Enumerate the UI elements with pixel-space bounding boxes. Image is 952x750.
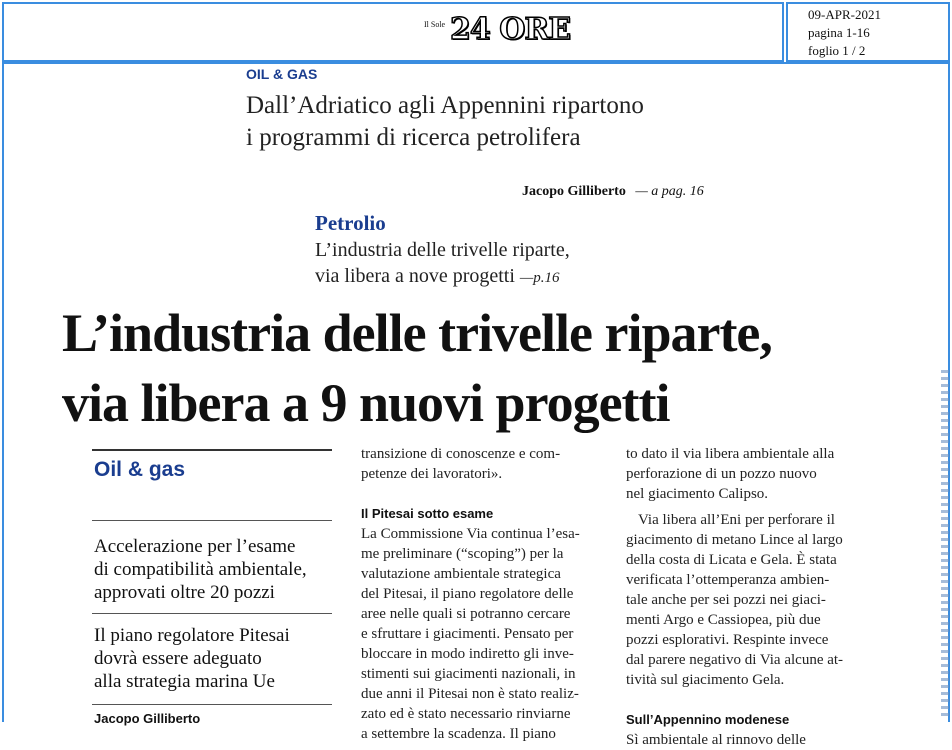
mid-brief-kicker: Petrolio <box>315 211 386 235</box>
col2-intro-line: transizione di conoscenze e com- <box>361 446 561 462</box>
sidebar-deck2 <box>94 624 290 693</box>
col3-line: tività sul giacimento Gela. <box>626 672 785 688</box>
col3-line: Via libera all’Eni per perforare il <box>638 512 835 528</box>
top-brief-ref: — a pag. 16 <box>635 184 704 199</box>
sidebar-deck1 <box>94 535 307 604</box>
top-brief-kicker: OIL & GAS <box>246 66 318 82</box>
col2-line: due anni il Pitesai non è stato realiz- <box>361 686 579 702</box>
header-box <box>2 2 784 62</box>
col3-intro-line: to dato il via libera ambientale alla <box>626 446 835 462</box>
col3-subhead: Sull’Appennino modenese <box>626 712 790 727</box>
headline-line2: via libera a 9 nuovi progetti <box>62 373 670 433</box>
col3-tail: Sì ambientale al rinnovo delle <box>626 732 806 748</box>
col3-line: tale anche per sei pozzi nei giaci- <box>626 592 826 608</box>
column-3 <box>626 444 866 750</box>
mid-brief-ref: —p.16 <box>519 270 560 286</box>
top-brief-byline <box>522 184 704 200</box>
deck1-line: Accelerazione per l’esame <box>94 536 296 557</box>
column-2 <box>361 444 596 744</box>
col3-line: giacimento di metano Lince al largo <box>626 532 843 548</box>
mid-brief-text <box>315 237 570 291</box>
sidebar-rule-4 <box>92 704 332 705</box>
top-brief-author: Jacopo Gilliberto <box>522 184 626 199</box>
col3-intro-line: perforazione di un pozzo nuovo <box>626 466 817 482</box>
logo-big-text: 24 ORE <box>450 12 571 47</box>
col3-line: pozzi esplorativi. Respinte invece <box>626 632 829 648</box>
meta-sheet: foglio 1 / 2 <box>808 43 866 58</box>
mid-brief-line2 <box>315 263 570 291</box>
masthead-logo <box>424 12 574 52</box>
top-brief-title <box>246 90 644 154</box>
col3-line: della costa di Licata e Gela. È stata <box>626 552 837 568</box>
col2-intro-line: petenze dei lavoratori». <box>361 466 503 482</box>
col2-subhead: Il Pitesai sotto esame <box>361 506 494 521</box>
sidebar-rule-top <box>92 449 332 451</box>
sidebar-rule-2 <box>92 520 332 521</box>
col2-line: a settembre la scadenza. Il piano <box>361 726 556 742</box>
deck2-line: dovrà essere adeguato <box>94 648 262 669</box>
col2-line: La Commissione Via continua l’esa- <box>361 526 580 542</box>
scan-margin-marks <box>941 370 949 720</box>
col2-line: aree nelle quali si potranno cercare <box>361 606 571 622</box>
col2-line: bloccare in modo indiretto gli inve- <box>361 646 574 662</box>
col3-intro-line: nel giacimento Calipso. <box>626 486 769 502</box>
top-brief-title-line2: i programmi di ricerca petrolifera <box>246 124 581 151</box>
mid-brief-line2-text: via libera a nove progetti <box>315 265 515 287</box>
meta-info <box>808 6 881 60</box>
col2-line: valutazione ambientale strategica <box>361 566 561 582</box>
col2-line: me preliminare (“scoping”) per la <box>361 546 564 562</box>
col2-line: e sfruttare i giacimenti. Pensato per <box>361 626 574 642</box>
headline-line1: L’industria delle trivelle riparte, <box>62 303 772 363</box>
logo-small-text: Il Sole <box>424 20 446 29</box>
mid-brief-line1: L’industria delle trivelle riparte, <box>315 239 570 261</box>
meta-pages: pagina 1-16 <box>808 25 870 40</box>
sidebar-author: Jacopo Gilliberto <box>94 711 201 726</box>
col2-line: stimenti sui giacimenti nazionali, in <box>361 666 576 682</box>
col3-line: dal parere negativo di Via alcune at- <box>626 652 844 668</box>
deck1-line: di compatibilità ambientale, <box>94 559 307 580</box>
top-brief-title-line1: Dall’Adriatico agli Appennini ripartono <box>246 92 644 119</box>
deck2-line: Il piano regolatore Pitesai <box>94 625 290 646</box>
deck1-line: approvati oltre 20 pozzi <box>94 582 275 603</box>
sidebar-rule-3 <box>92 613 332 614</box>
meta-date: 09-APR-2021 <box>808 7 881 22</box>
col3-line: verificata l’ottemperanza ambien- <box>626 572 830 588</box>
sidebar-section: Oil & gas <box>94 458 186 481</box>
col2-line: del Pitesai, il piano regolatore delle <box>361 586 574 602</box>
col3-line: menti Argo e Cassiopea, più due <box>626 612 821 628</box>
deck2-line: alla strategia marina Ue <box>94 671 275 692</box>
main-headline <box>62 298 772 438</box>
col2-line: zato ed è stato necessario rinviarne <box>361 706 571 722</box>
